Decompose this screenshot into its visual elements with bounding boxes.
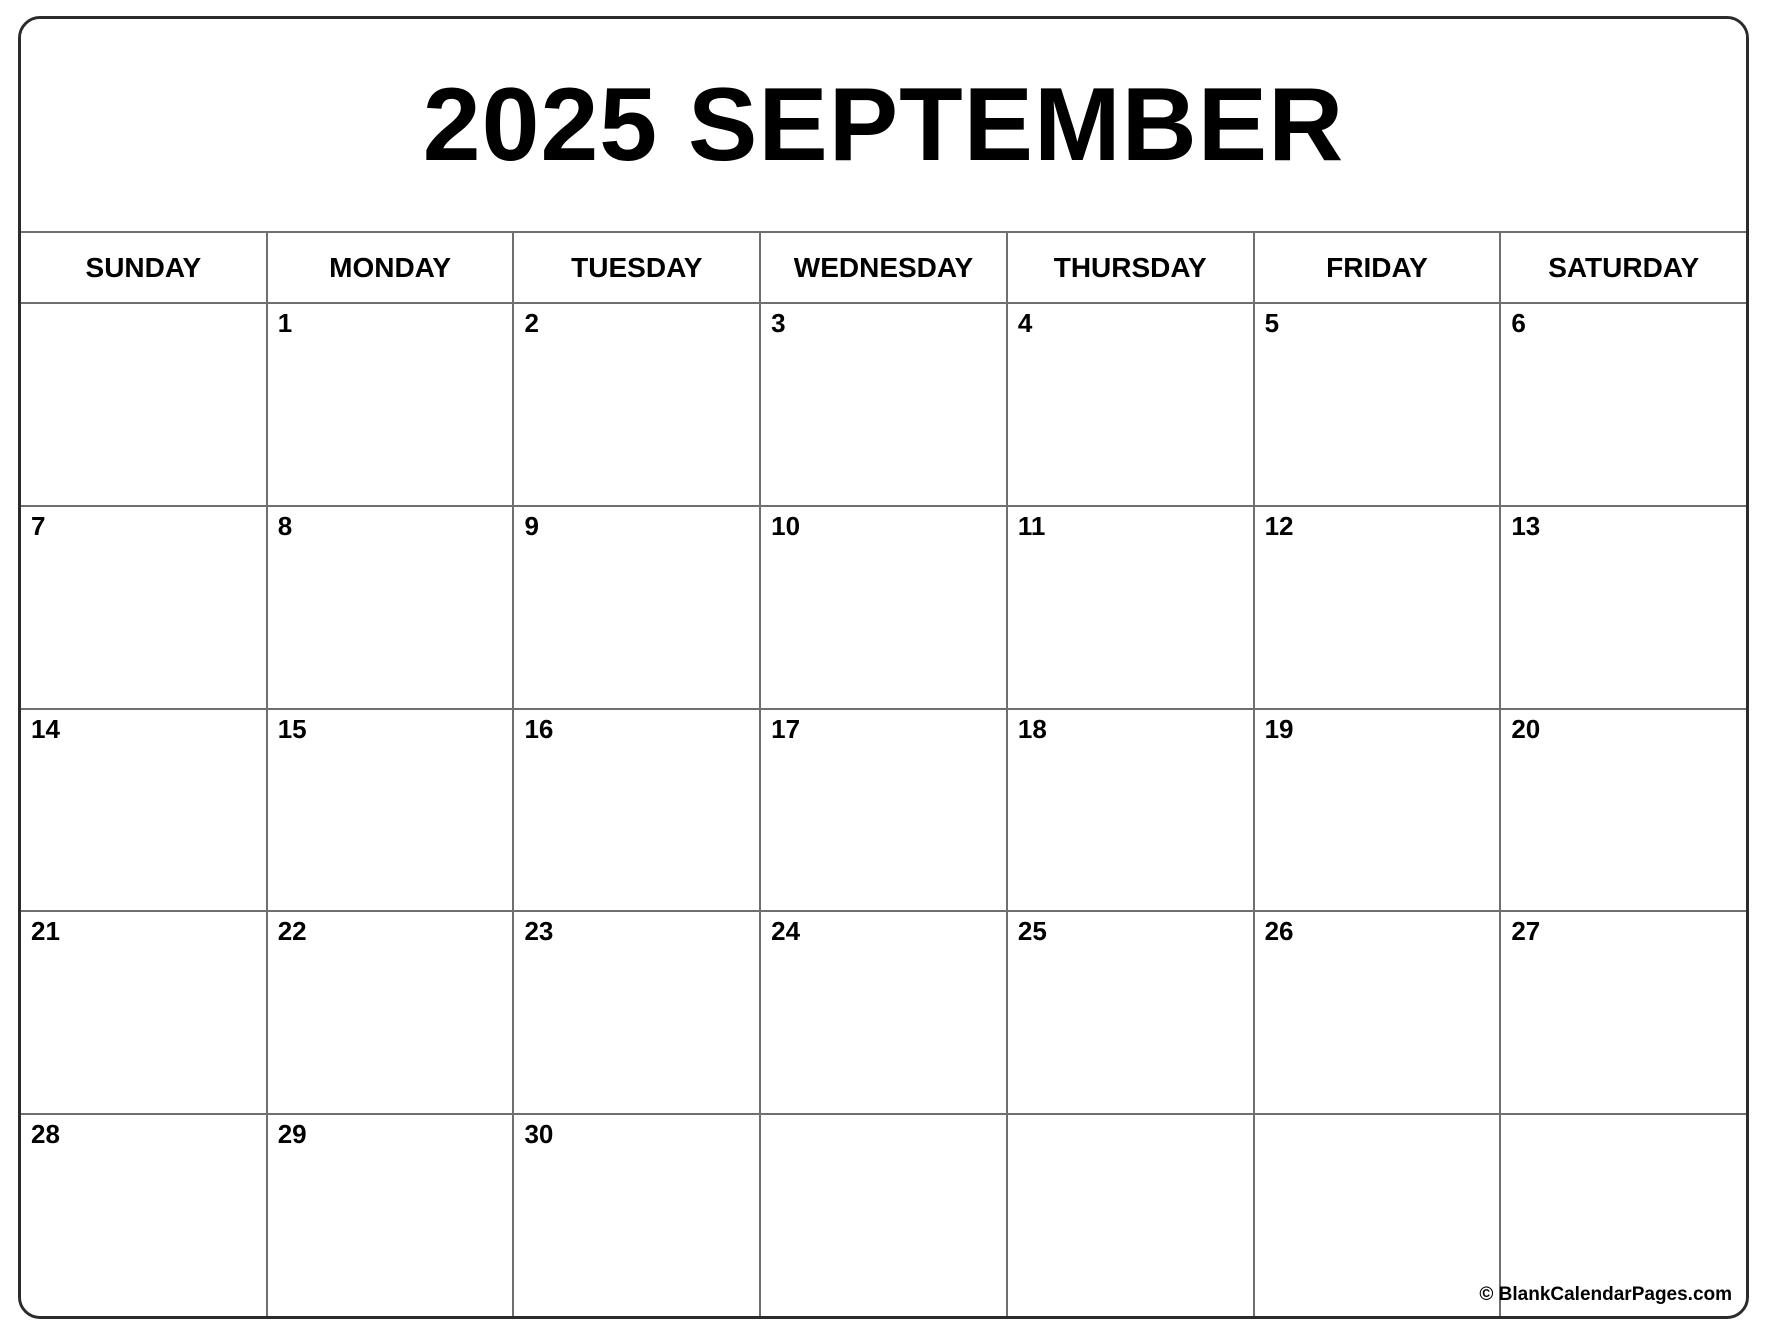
calendar-title-bar [21,19,1746,233]
week-row [21,507,1746,710]
day-number: 1 [277,308,293,338]
day-cell[interactable] [1255,507,1502,708]
day-number: 24 [771,916,801,947]
day-cell[interactable] [268,507,515,708]
day-number: 26 [1264,916,1294,947]
week-row [21,304,1746,507]
day-number: 19 [1264,713,1294,744]
day-cell[interactable] [268,1115,515,1316]
day-number: 11 [1017,510,1046,541]
day-cell[interactable] [268,304,515,505]
day-cell[interactable] [514,912,761,1113]
week-row [21,710,1746,913]
day-cell[interactable] [268,912,515,1113]
day-cell[interactable] [514,507,761,708]
day-number: 30 [524,1119,554,1150]
day-cell[interactable] [761,1115,1008,1316]
day-number: 23 [524,916,554,947]
day-number: 12 [1264,510,1294,541]
day-cell[interactable] [761,507,1008,708]
day-cell[interactable] [1255,304,1502,505]
day-cell[interactable] [1008,507,1255,708]
day-number: 9 [524,510,539,541]
day-number: 25 [1017,916,1047,947]
day-cell[interactable] [1255,1115,1502,1316]
day-cell[interactable] [514,710,761,911]
day-cell[interactable] [21,1115,268,1316]
day-cell[interactable] [1501,507,1746,708]
day-cell[interactable] [514,304,761,505]
day-cell[interactable] [268,710,515,911]
day-number: 17 [771,713,801,744]
day-cell[interactable] [761,710,1008,911]
day-number: 4 [1017,308,1033,338]
day-number: 29 [277,1119,307,1150]
day-number: 28 [31,1119,60,1150]
day-number: 5 [1264,308,1280,338]
day-cell[interactable] [1255,912,1502,1113]
day-number: 3 [771,308,786,338]
page-title: 2025 SEPTEMBER [422,66,1345,183]
day-number: 27 [1511,916,1541,947]
weekday-friday: FRIDAY [1255,233,1502,302]
day-cell[interactable] [1255,710,1502,911]
day-number: 14 [31,713,60,744]
weekday-saturday: SATURDAY [1548,251,1700,283]
weekday-tuesday: TUESDAY [514,233,761,302]
day-cell[interactable] [514,1115,761,1316]
day-cell[interactable] [761,912,1008,1113]
day-cell[interactable] [1008,710,1255,911]
day-cell[interactable] [1008,912,1255,1113]
weekday-monday: MONDAY [268,233,515,302]
day-number: 21 [31,916,60,947]
day-cell[interactable] [1501,710,1746,911]
day-cell[interactable] [21,710,268,911]
day-number: 22 [277,916,307,947]
day-number: 2 [524,308,539,338]
weekday-thursday: THURSDAY [1008,233,1255,302]
day-cell[interactable] [21,304,268,505]
day-number: 6 [1511,308,1526,338]
weekday-header-row [21,233,1746,304]
day-number: 15 [277,713,307,744]
day-cell[interactable] [1479,1115,1746,1316]
calendar-grid [21,233,1746,1316]
week-row [21,1115,1746,1316]
calendar-frame [18,16,1749,1319]
day-number: 16 [524,713,554,744]
day-cell[interactable] [1501,304,1746,505]
day-cell[interactable] [21,507,268,708]
site-credit: © BlankCalendarPages.com [1479,1283,1733,1305]
day-cell[interactable] [21,912,268,1113]
day-number: 7 [31,510,46,541]
day-number: 18 [1017,713,1047,744]
week-row [21,912,1746,1115]
day-cell[interactable] [1008,1115,1255,1316]
day-number: 20 [1511,713,1541,744]
day-cell[interactable] [761,304,1008,505]
day-cell[interactable] [1501,912,1746,1113]
day-number: 10 [771,510,801,541]
weekday-wednesday: WEDNESDAY [761,233,1008,302]
weekday-sunday: SUNDAY [21,233,268,302]
day-cell[interactable] [1008,304,1255,505]
day-number: 8 [277,510,293,541]
day-number: 13 [1511,510,1541,541]
